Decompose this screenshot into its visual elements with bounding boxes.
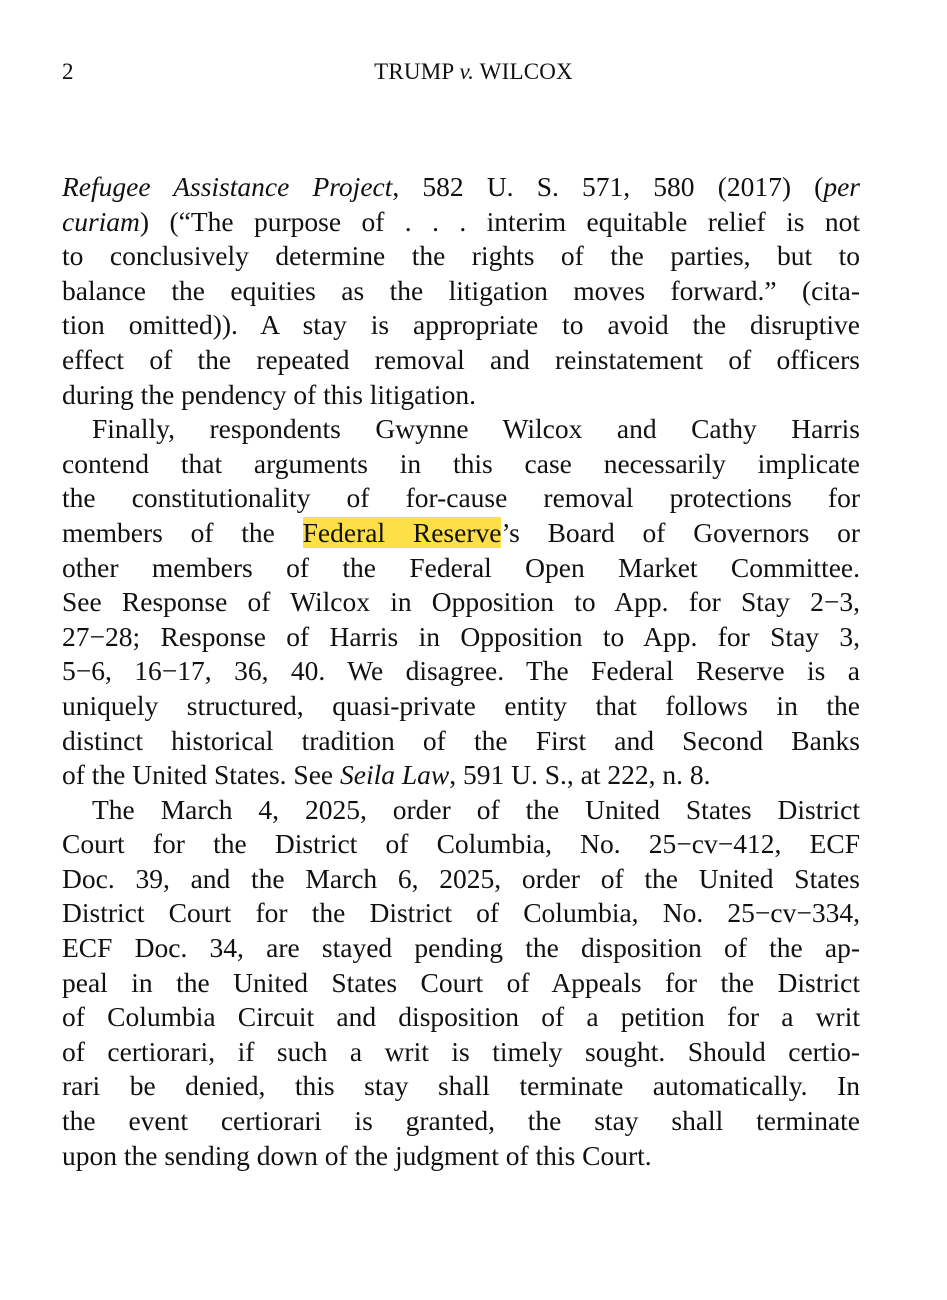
text-segment: District Court for the District of Columbia, No. 25−cv−334, bbox=[62, 897, 860, 929]
text-segment: upon the sending down of the judgment of this Court. bbox=[62, 1139, 652, 1171]
text-line bbox=[62, 793, 860, 828]
running-head-right: WILCOX bbox=[474, 59, 573, 84]
text-segment: Court for the District of Columbia, No. 25−cv−412, ECF bbox=[62, 828, 860, 860]
text-segment: effect of the repeated removal and reinstatement of officers bbox=[62, 343, 860, 375]
text-line bbox=[62, 481, 860, 516]
text-line bbox=[62, 308, 860, 343]
text-segment: contend that arguments in this case necessarily implicate bbox=[62, 447, 860, 479]
text-line bbox=[62, 447, 860, 482]
italic-text: Refugee Assistance Project bbox=[62, 171, 393, 202]
text-line bbox=[62, 343, 860, 378]
text-segment: Doc. 39, and the March 6, 2025, order of the United States bbox=[62, 862, 860, 894]
running-head-left: TRUMP bbox=[374, 59, 460, 84]
text-segment: of certiorari, if such a writ is timely sought. Should certio- bbox=[62, 1035, 860, 1067]
text-segment: members of the bbox=[62, 516, 303, 548]
text-line bbox=[62, 689, 860, 724]
text-segment: peal in the United States Court of Appeals for the District bbox=[62, 966, 860, 998]
text-line bbox=[62, 378, 860, 413]
text-segment: of the United States. See bbox=[62, 759, 340, 791]
italic-text: per bbox=[823, 171, 860, 202]
text-line bbox=[62, 758, 860, 793]
text-segment: of Columbia Circuit and disposition of a petition for a writ bbox=[62, 1001, 860, 1033]
text-segment: The March 4, 2025, order of the United States District bbox=[92, 793, 860, 825]
text-line bbox=[62, 1104, 860, 1139]
text-segment: balance the equities as the litigation moves forward.” (cita- bbox=[62, 274, 860, 306]
highlighted-text: Federal Reserve bbox=[302, 516, 502, 548]
text-line bbox=[62, 931, 860, 966]
text-segment: the event certiorari is granted, the stay shall terminate bbox=[62, 1105, 860, 1137]
text-line bbox=[62, 412, 860, 447]
text-line bbox=[62, 585, 860, 620]
text-line bbox=[62, 654, 860, 689]
text-line bbox=[62, 516, 860, 551]
text-segment: to conclusively determine the rights of the parties, but to bbox=[62, 240, 860, 272]
text-line bbox=[62, 1035, 860, 1070]
text-line bbox=[62, 862, 860, 897]
text-segment: uniquely structured, quasi-private entity that follows in the bbox=[62, 689, 860, 721]
text-segment: 5−6, 16−17, 36, 40. We disagree. The Federal Reserve is a bbox=[62, 655, 860, 687]
text-line bbox=[62, 896, 860, 931]
text-line bbox=[62, 170, 860, 205]
text-line bbox=[62, 966, 860, 1001]
text-segment: tion omitted)). A stay is appropriate to avoid the disruptive bbox=[62, 309, 860, 341]
text-segment: ) (“The purpose of . . . interim equitable relief is not bbox=[139, 205, 860, 237]
text-segment: See Response of Wilcox in Opposition to App. for Stay 2−3, bbox=[62, 586, 860, 618]
running-head-v: v. bbox=[459, 59, 475, 84]
text-line bbox=[62, 827, 860, 862]
italic-text: curiam bbox=[62, 205, 140, 237]
text-segment: the constitutionality of for-cause removal protections for bbox=[62, 482, 860, 514]
text-segment: distinct historical tradition of the First and Second Banks bbox=[62, 724, 860, 756]
page-number: 2 bbox=[62, 59, 74, 84]
running-head bbox=[0, 58, 947, 86]
text-segment: , 591 U. S., at 222, n. 8. bbox=[449, 759, 711, 791]
text-segment: ’s Board of Governors or bbox=[501, 516, 861, 548]
text-segment: 27−28; Response of Harris in Opposition to App. for Stay 3, bbox=[62, 620, 860, 652]
body-text bbox=[62, 170, 860, 1173]
text-segment: Finally, respondents Gwynne Wilcox and Cathy Harris bbox=[92, 413, 860, 445]
text-line bbox=[62, 1069, 860, 1104]
text-line bbox=[62, 551, 860, 586]
text-segment: rari be denied, this stay shall terminate automatically. In bbox=[62, 1070, 860, 1102]
italic-text: Seila Law bbox=[340, 759, 450, 791]
text-line bbox=[62, 239, 860, 274]
text-line bbox=[62, 724, 860, 759]
text-segment: other members of the Federal Open Market Committee. bbox=[62, 551, 860, 583]
text-segment: , 582 U. S. 571, 580 (2017) ( bbox=[392, 171, 824, 202]
text-segment: ECF Doc. 34, are stayed pending the disposition of the ap- bbox=[62, 932, 860, 964]
text-line bbox=[62, 1139, 860, 1174]
text-line bbox=[62, 274, 860, 309]
text-line bbox=[62, 205, 860, 240]
text-line bbox=[62, 620, 860, 655]
text-line bbox=[62, 1000, 860, 1035]
text-segment: during the pendency of this litigation. bbox=[62, 378, 476, 410]
